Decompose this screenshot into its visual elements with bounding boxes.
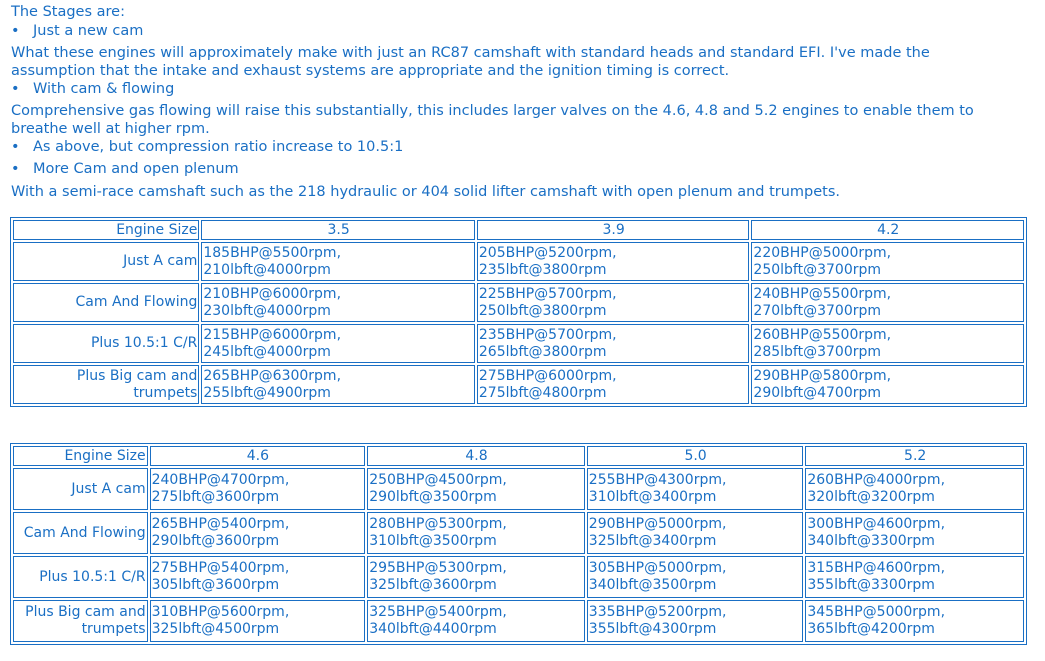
stage-bullet-3 <box>11 138 403 156</box>
table-row <box>13 600 1024 642</box>
stage-1-description-line-1: What these engines will approximately make with just an RC87 camshaft with standard heads and standard EFI. I've made the <box>11 45 930 61</box>
table-cell <box>751 324 1024 363</box>
stage-bullet-2 <box>11 80 174 98</box>
column-header: 4.8 <box>367 446 585 466</box>
power-value: 235BHP@5700rpm, <box>478 326 617 343</box>
power-value: 205BHP@5200rpm, <box>478 244 617 261</box>
row-label-line-2: trumpets <box>133 384 198 401</box>
bullet-icon: • <box>11 23 20 39</box>
torque-value: 310lbft@3500rpm <box>369 533 497 549</box>
table-row <box>13 556 1024 598</box>
row-label: Plus 10.5:1 C/R <box>13 324 199 363</box>
table-cell <box>805 512 1024 554</box>
bullet-icon: • <box>11 81 20 97</box>
torque-value: 325lbft@3400rpm <box>588 533 717 549</box>
torque-value: 325lbft@4500rpm <box>151 621 280 637</box>
row-label: Just A cam <box>13 468 148 510</box>
table-cell <box>367 512 585 554</box>
torque-value: 210lbft@4000rpm <box>203 261 331 278</box>
power-value: 280BHP@5300rpm, <box>369 516 507 532</box>
power-value: 215BHP@6000rpm, <box>203 326 342 343</box>
torque-value: 230lbft@4000rpm <box>203 302 331 319</box>
table-cell <box>367 556 585 598</box>
power-value: 275BHP@6000rpm, <box>478 367 617 384</box>
table-cell <box>477 324 750 363</box>
power-value: 210BHP@6000rpm, <box>203 285 342 302</box>
row-label-line-1: Plus Big cam and <box>25 604 146 620</box>
power-value: 265BHP@6300rpm, <box>203 367 342 384</box>
column-header: 4.2 <box>751 220 1024 240</box>
power-value: 240BHP@5500rpm, <box>753 285 892 302</box>
table-cell <box>201 242 475 281</box>
table-cell <box>751 283 1024 322</box>
torque-value: 245lbft@4000rpm <box>203 343 331 360</box>
column-header: 5.0 <box>587 446 804 466</box>
row-label <box>13 365 199 404</box>
torque-value: 340lbft@3300rpm <box>807 533 935 549</box>
table-header-row <box>13 446 1024 466</box>
power-value: 315BHP@4600rpm, <box>807 560 946 576</box>
engine-table-large <box>10 443 1027 645</box>
power-value: 240BHP@4700rpm, <box>151 472 290 488</box>
column-header: 5.2 <box>805 446 1024 466</box>
power-value: 290BHP@5800rpm, <box>753 367 892 384</box>
power-value: 295BHP@5300rpm, <box>369 560 507 576</box>
table-row <box>13 365 1024 404</box>
power-value: 300BHP@4600rpm, <box>807 516 946 532</box>
power-value: 250BHP@4500rpm, <box>369 472 507 488</box>
power-value: 220BHP@5000rpm, <box>753 244 892 261</box>
torque-value: 290lbft@3500rpm <box>369 489 497 505</box>
table-row <box>13 283 1024 322</box>
row-label: Cam And Flowing <box>13 512 148 554</box>
table-cell <box>751 365 1024 404</box>
torque-value: 325lbft@3600rpm <box>369 577 497 593</box>
stage-bullet-4 <box>11 160 239 178</box>
table-cell <box>477 283 750 322</box>
power-value: 225BHP@5700rpm, <box>478 285 617 302</box>
table-header-row <box>13 220 1024 240</box>
stage-bullet-1 <box>11 22 143 40</box>
stage-2-description-line-2: breathe well at higher rpm. <box>11 121 210 137</box>
corner-label: Engine Size <box>13 446 148 466</box>
stage-1-description-line-2: assumption that the intake and exhaust systems are appropriate and the ignition timing is correct. <box>11 63 730 79</box>
table-cell <box>201 283 475 322</box>
torque-value: 340lbft@4400rpm <box>369 621 497 637</box>
table-row <box>13 324 1024 363</box>
torque-value: 365lbft@4200rpm <box>807 621 935 637</box>
torque-value: 250lbft@3700rpm <box>753 261 882 278</box>
row-label: Just A cam <box>13 242 199 281</box>
corner-label: Engine Size <box>13 220 199 240</box>
column-header: 3.5 <box>201 220 475 240</box>
torque-value: 290lbft@3600rpm <box>151 533 280 549</box>
table-cell <box>751 242 1024 281</box>
column-header: 3.9 <box>477 220 750 240</box>
torque-value: 305lbft@3600rpm <box>151 577 280 593</box>
torque-value: 275lbft@4800rpm <box>478 384 607 401</box>
engine-table-small <box>10 217 1027 407</box>
torque-value: 290lbft@4700rpm <box>753 384 882 401</box>
table-cell <box>587 512 804 554</box>
bullet-icon: • <box>11 139 20 155</box>
column-header: 4.6 <box>150 446 366 466</box>
power-value: 335BHP@5200rpm, <box>588 604 727 620</box>
table-cell <box>477 242 750 281</box>
stage-bullet-4-text: More Cam and open plenum <box>33 161 239 177</box>
row-label: Cam And Flowing <box>13 283 199 322</box>
table-row <box>13 242 1024 281</box>
table-cell <box>201 365 475 404</box>
row-label: Plus 10.5:1 C/R <box>13 556 148 598</box>
table-cell <box>477 365 750 404</box>
torque-value: 235lbft@3800rpm <box>478 261 607 278</box>
torque-value: 355lbft@3300rpm <box>807 577 935 593</box>
table-cell <box>805 556 1024 598</box>
power-value: 185BHP@5500rpm, <box>203 244 342 261</box>
table-cell <box>367 600 585 642</box>
torque-value: 270lbft@3700rpm <box>753 302 882 319</box>
power-value: 305BHP@5000rpm, <box>588 560 727 576</box>
power-value: 310BHP@5600rpm, <box>151 604 290 620</box>
stage-bullet-1-text: Just a new cam <box>33 23 144 39</box>
torque-value: 265lbft@3800rpm <box>478 343 607 360</box>
power-value: 325BHP@5400rpm, <box>369 604 507 620</box>
table-row <box>13 512 1024 554</box>
power-value: 255BHP@4300rpm, <box>588 472 727 488</box>
torque-value: 250lbft@3800rpm <box>478 302 607 319</box>
row-label-line-2: trumpets <box>81 621 146 637</box>
table-cell <box>150 600 366 642</box>
power-value: 260BHP@5500rpm, <box>753 326 892 343</box>
table-cell <box>805 600 1024 642</box>
table-cell <box>587 600 804 642</box>
power-value: 275BHP@5400rpm, <box>151 560 290 576</box>
stages-heading: The Stages are: <box>11 4 125 20</box>
table-cell <box>587 468 804 510</box>
stage-bullet-3-text: As above, but compression ratio increase to 10.5:1 <box>33 139 404 155</box>
table-cell <box>587 556 804 598</box>
table-cell <box>367 468 585 510</box>
row-label-line-1: Plus Big cam and <box>76 367 198 384</box>
table-row <box>13 468 1024 510</box>
power-value: 290BHP@5000rpm, <box>588 516 727 532</box>
row-label <box>13 600 148 642</box>
torque-value: 320lbft@3200rpm <box>807 489 935 505</box>
power-value: 260BHP@4000rpm, <box>807 472 946 488</box>
table-cell <box>150 468 366 510</box>
stage-bullet-2-text: With cam & flowing <box>33 81 175 97</box>
table-cell <box>201 324 475 363</box>
torque-value: 355lbft@4300rpm <box>588 621 717 637</box>
bullet-icon: • <box>11 161 20 177</box>
stage-4-description-line-1: With a semi-race camshaft such as the 218 hydraulic or 404 solid lifter camshaft with open plenum and trumpets. <box>11 184 841 200</box>
torque-value: 255lbft@4900rpm <box>203 384 331 401</box>
torque-value: 310lbft@3400rpm <box>588 489 717 505</box>
power-value: 265BHP@5400rpm, <box>151 516 290 532</box>
torque-value: 275lbft@3600rpm <box>151 489 280 505</box>
torque-value: 285lbft@3700rpm <box>753 343 882 360</box>
table-cell <box>805 468 1024 510</box>
stage-2-description-line-1: Comprehensive gas flowing will raise this substantially, this includes larger valves on the 4.6, 4.8 and 5.2 engines to enable them to <box>11 103 974 119</box>
table-cell <box>150 556 366 598</box>
torque-value: 340lbft@3500rpm <box>588 577 717 593</box>
power-value: 345BHP@5000rpm, <box>807 604 946 620</box>
table-cell <box>150 512 366 554</box>
